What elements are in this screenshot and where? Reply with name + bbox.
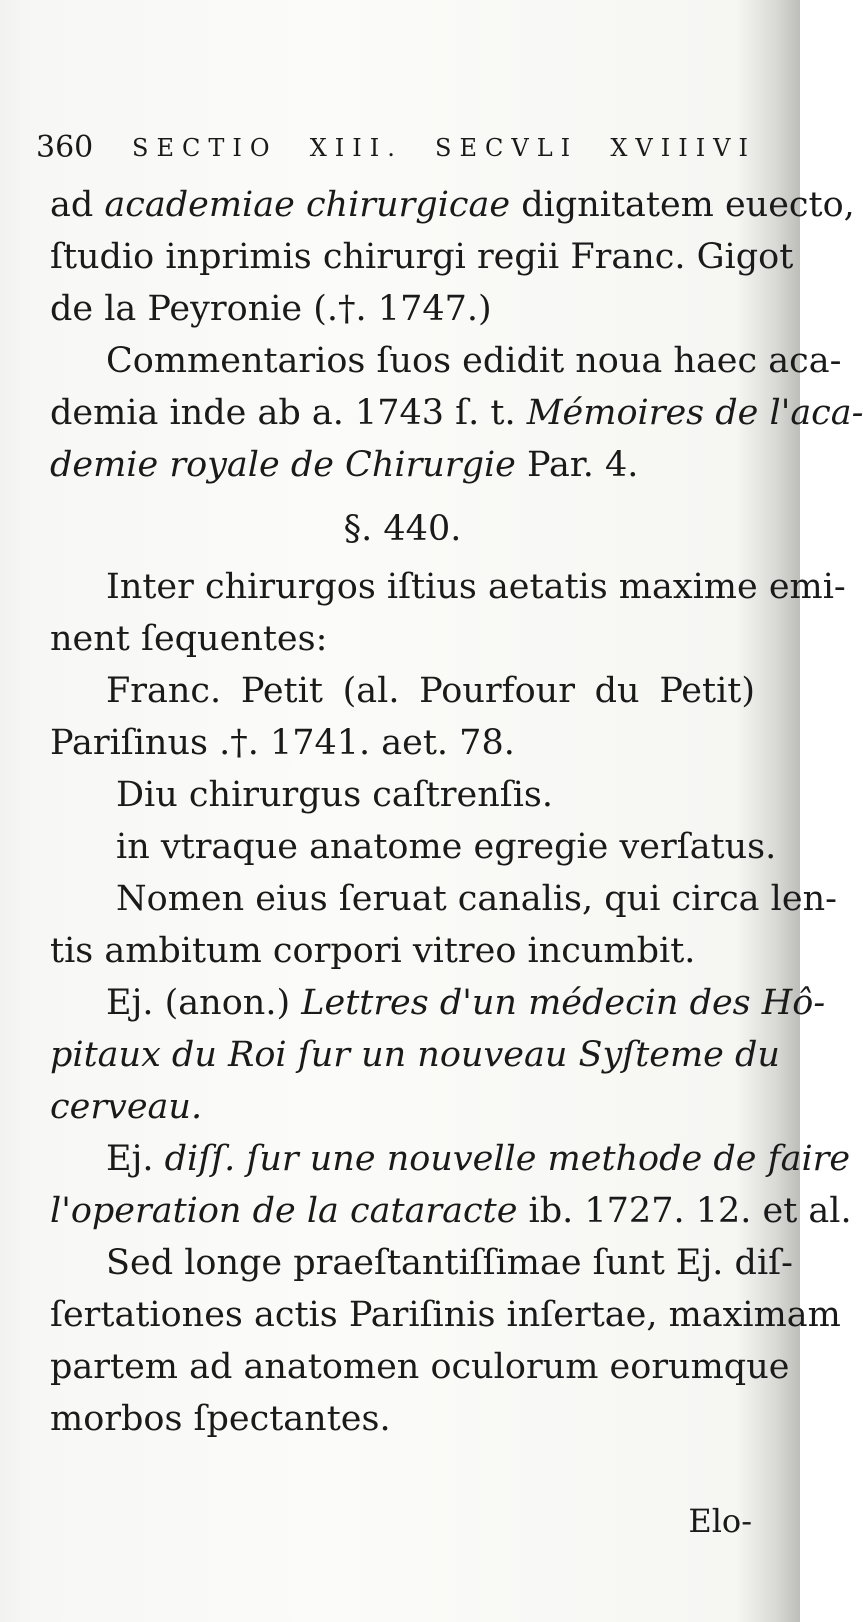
text-line-18: cerveau.: [50, 1087, 203, 1127]
text-line-24: morbos ſpectantes.: [50, 1399, 391, 1439]
text-line-5: demia inde ab a. 1743 ſ. t. Mémoires de l'aca-: [50, 393, 863, 433]
text-line-13: in vtraque anatome egregie verſatus.: [116, 827, 777, 867]
text-line-23: partem ad anatomen oculorum eorumque: [50, 1347, 790, 1387]
page-number: 360: [36, 130, 94, 165]
running-title: SECTIO XIII. SECVLI XVIIIVI: [132, 134, 756, 162]
text-line-12: Diu chirurgus caſtrenſis.: [116, 775, 554, 815]
text-line-10: Franc. Petit (al. Pourfour du Petit): [106, 671, 755, 711]
section-heading: §. 440.: [343, 509, 462, 549]
text-line-6: demie royale de Chirurgie Par. 4.: [50, 445, 639, 485]
text-line-11: Pariſinus .†. 1741. aet. 78.: [50, 723, 515, 763]
text-line-2: ſtudio inprimis chirurgi regii Franc. Gigot: [50, 237, 794, 277]
text-line-9: nent ſequentes:: [50, 619, 328, 659]
text-line-14: Nomen eius ſeruat canalis, qui circa len-: [116, 879, 837, 919]
page-header: [36, 128, 756, 168]
text-line-22: ſertationes actis Pariſinis inſertae, maximam: [50, 1295, 841, 1335]
text-line-15: tis ambitum corpori vitreo incumbit.: [50, 931, 696, 971]
text-line-8: Inter chirurgos iſtius aetatis maxime emi-: [106, 567, 846, 607]
text-line-4: Commentarios ſuos edidit noua haec aca-: [106, 341, 842, 381]
text-line-21: Sed longe praeſtantiſſimae ſunt Ej. diſ-: [106, 1243, 793, 1283]
text-line-1: ad academiae chirurgicae dignitatem euecto,: [50, 185, 855, 225]
text-line-17: pitaux du Roi ſur un nouveau Syſteme du: [50, 1035, 780, 1075]
text-line-16: Ej. (anon.) Lettres d'un médecin des Hô-: [106, 983, 826, 1023]
text-line-3: de la Peyronie (.†. 1747.): [50, 289, 492, 329]
text-line-19: Ej. diſſ. ſur une nouvelle methode de faire: [106, 1139, 851, 1179]
text-line-20: l'operation de la cataracte ib. 1727. 12. et al.: [50, 1191, 852, 1231]
catchword: Elo-: [688, 1502, 752, 1540]
